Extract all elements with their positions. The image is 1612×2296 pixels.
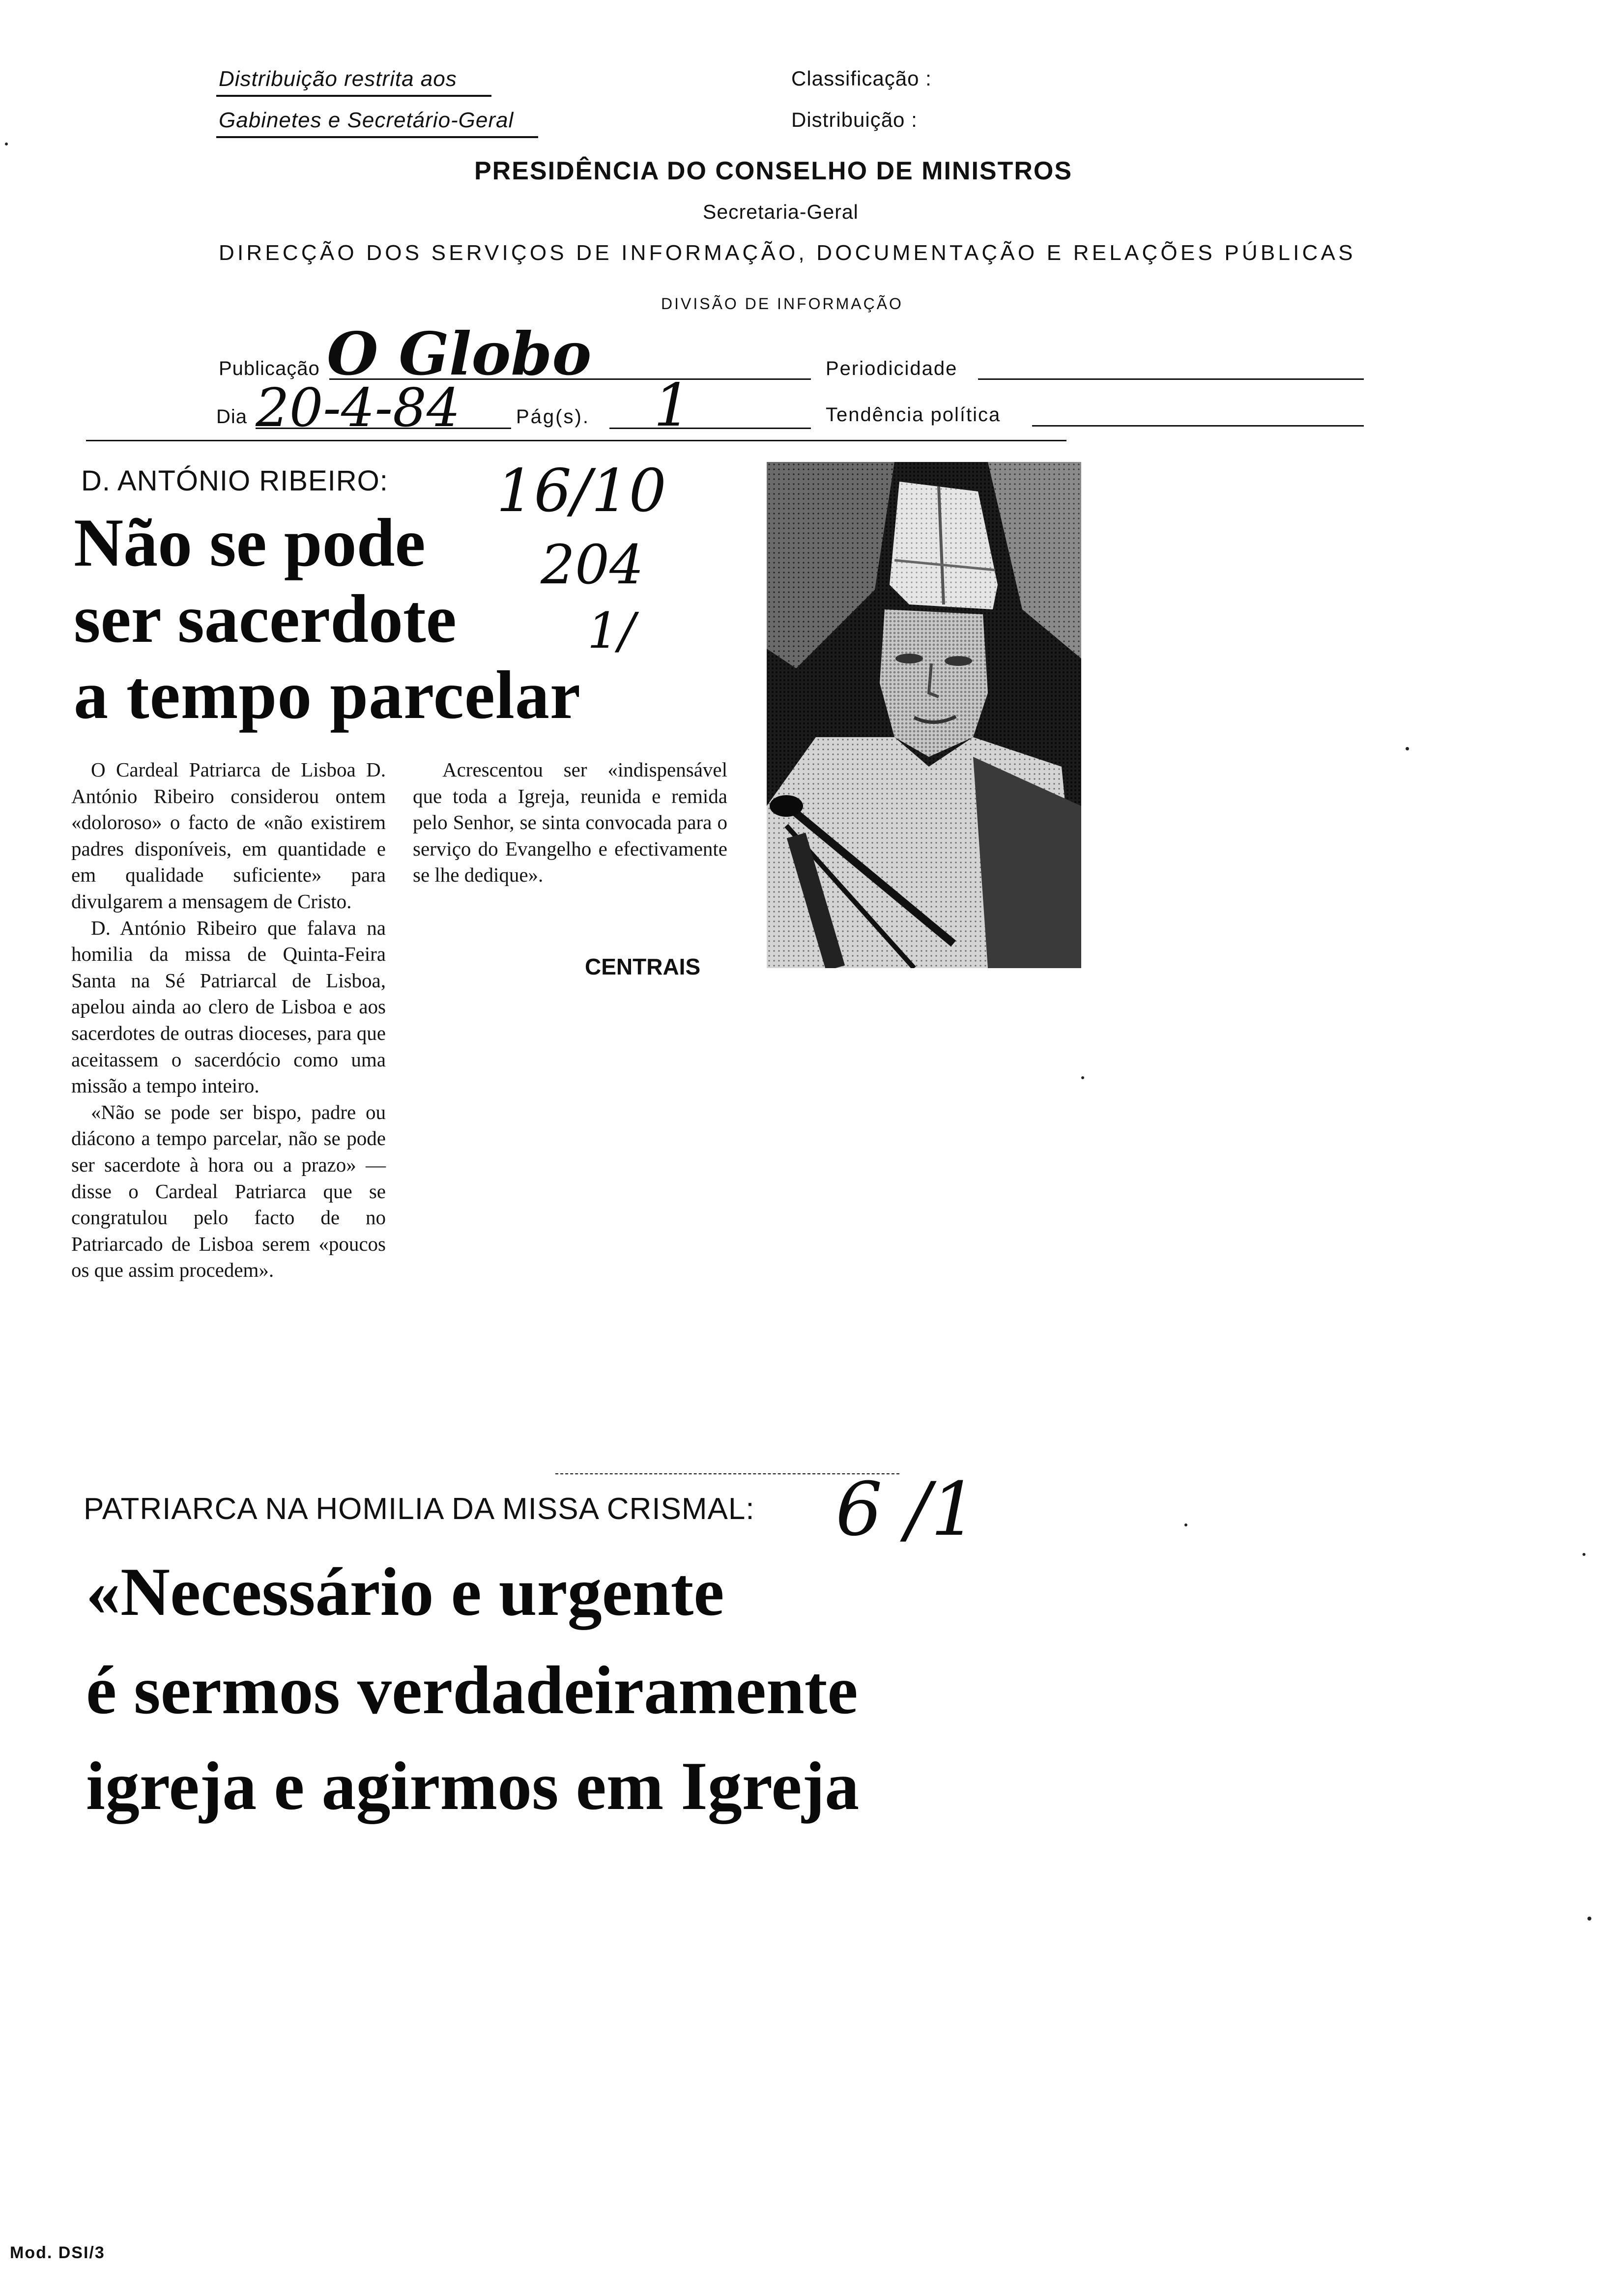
article2-title-line3: igreja e agirmos em Igreja [86,1748,860,1824]
scan-speck [1184,1523,1187,1526]
scan-speck [1587,1917,1591,1921]
paragraph: O Cardeal Patriarca de Lisboa D. António Ribeiro considerou ontem «doloroso» o facto de «não existirem padres disponíveis, em quantidade e em qualidade suficiente» para divulgarem a mensagem de Cristo. [71,758,386,913]
scan-speck [1406,747,1409,750]
pages-line [609,428,811,429]
pages-value: 1 [654,372,691,440]
article1-column-2 [413,757,727,889]
directorate: DIRECÇÃO DOS SERVIÇOS DE INFORMAÇÃO, DOCUMENTAÇÃO E RELAÇÕES PÚBLICAS [219,241,1356,265]
article2-title-line2: é sermos verdadeiramente [86,1652,858,1728]
paragraph: Acrescentou ser «indispensável que toda a Igreja, reunida e remida pelo Senhor, se sinta convocada para o serviço do Evangelho e efectivamente se lhe dedique». [413,758,727,887]
day-label: Dia [216,406,248,428]
scan-speck [1081,1076,1084,1079]
cardinal-photo [767,462,1081,968]
distribution-label: Distribuição : [791,108,918,131]
article1-source: CENTRAIS [585,954,701,979]
org-subtitle: Secretaria-Geral [703,201,859,223]
paragraph: D. António Ribeiro que falava na homilia da missa de Quinta-Feira Santa na Sé Patriarcal de Lisboa, apelou ainda ao clero de Lisboa e aos sacerdotes de outras dioceses, para que aceitassem o sacerdócio como uma missão a tempo inteiro. [71,916,386,1097]
divider [555,1473,899,1474]
article2-kicker: PATRIARCA NA HOMILIA DA MISSA CRISMAL: [84,1492,755,1526]
handwritten-note: 1/ [587,602,635,660]
article1-kicker: D. ANTÓNIO RIBEIRO: [81,465,388,497]
handwritten-note: 16/10 [496,457,666,525]
political-tendency-line [1032,425,1364,427]
scan-speck [1583,1553,1585,1556]
divider [216,136,538,138]
clipping-top-rule [86,440,1066,441]
periodicity-label: Periodicidade [826,358,958,379]
handwritten-note: 6 /1 [835,1467,978,1552]
divider [216,95,491,97]
distribution-line-2: Gabinetes e Secretário-Geral [219,108,514,132]
pages-label: Pág(s). [516,406,590,428]
article2-title-line1: «Necessário e urgente [86,1554,724,1630]
handwritten-note: 204 [541,533,644,596]
periodicity-line [978,378,1364,380]
political-tendency-label: Tendência política [826,404,1001,426]
publication-label: Publicação [219,358,320,379]
day-value: 20-4-84 [256,377,461,439]
distribution-line-1: Distribuição restrita aos [219,67,457,91]
day-line [256,428,511,429]
publication-value: O Globo [327,319,592,389]
form-code: Mod. DSI/3 [10,2243,105,2262]
scan-speck [5,143,8,145]
classification-label: Classificação : [791,67,932,90]
division: DIVISÃO DE INFORMAÇÃO [661,295,903,313]
org-title: PRESIDÊNCIA DO CONSELHO DE MINISTROS [474,157,1073,185]
paragraph: «Não se pode ser bispo, padre ou diácono a tempo parcelar, não se pode ser sacerdote à hora ou a prazo» — disse o Cardeal Patriarca que se congratulou pelo facto de no Patriarcado de Lisboa serem «poucos os que assim procedem». [71,1100,386,1282]
article1-title-line3: a tempo parcelar [74,657,581,733]
article1-column-1 [71,757,386,1284]
article1-title-line1: Não se pode [74,505,426,581]
article1-title-line2: ser sacerdote [74,581,457,657]
